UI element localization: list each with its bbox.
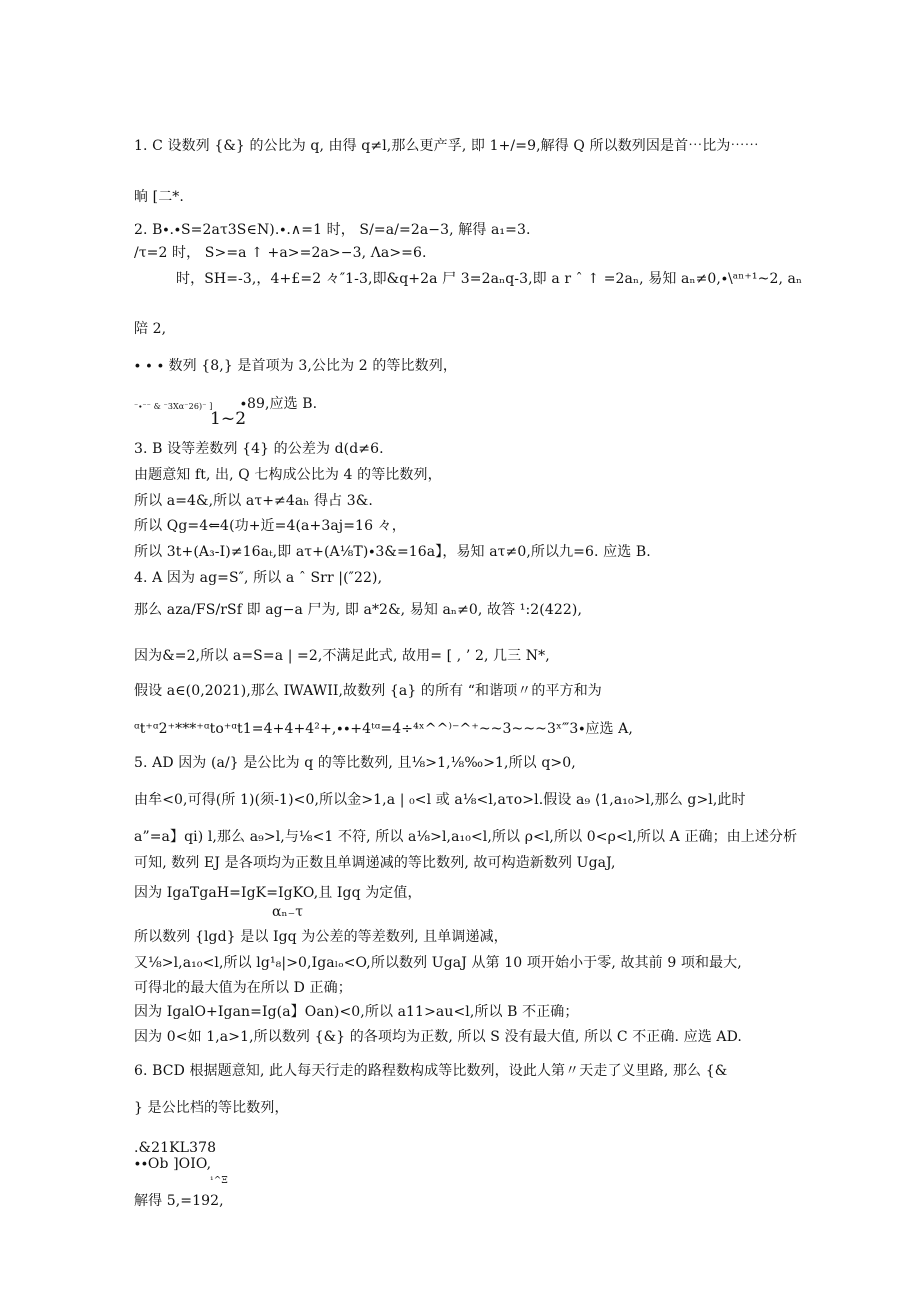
- answer-6-formula-bottom: ¹^Ξ: [210, 1176, 228, 1186]
- answer-6-line-2: } 是公比档的等比数列，: [134, 1100, 289, 1116]
- answer-6-line-3: 解得 5,=192,: [134, 1193, 224, 1209]
- answer-5-line-8: 可得北的最大值为在所以 D 正确；: [134, 980, 352, 996]
- answer-5-line-2: 由牟<0,可得(所 1)(须-1)<0,所以金>1,a | ₀<l 或 a⅛<l,aτo>l.假设 a₉ ⟨1,a₁₀>l,那么 g>l,此时: [134, 792, 746, 808]
- answer-2-line-3: 时，SH=-3,，4+£=2 々″1-3,即&q+2a 尸 3=2aₙq-3,即 a r ˆ ↑ =2aₙ, 易知 aₙ≠0,∙\ᵃⁿ⁺¹~2, aₙ: [176, 271, 802, 287]
- answer-4-line-2: 那么 aza/FS/rSf 即 ag−a 尸为, 即 a*2&, 易知 aₙ≠0, 故答 ¹:2(422),: [134, 602, 582, 618]
- answer-2-formula-small: ⁻∙⁻⁻ & ⁻3Xα⁻26)⁻ ]: [134, 402, 213, 411]
- answer-5-line-10: 因为 0<如 1,a>1,所以数列 {&} 的各项均为正数, 所以 S 没有最大值, 所以 C 不正确. 应选 AD.: [134, 1029, 742, 1045]
- answer-2-line-2: /τ=2 时， S>=a ↑ +a>=2a>−3, Λa>=6.: [134, 245, 427, 261]
- answer-5-line-6: 所以数列 {lgd} 是以 Igq 为公差的等差数列, 且单调递减，: [134, 929, 508, 945]
- answer-6-line-1: 6. BCD 根据题意知, 此人每天行走的路程数构成等比数列，设此人第〃天走了义里路, 那么 {&: [134, 1063, 728, 1079]
- answer-2-line-1: 2. B∙.∙S=2aτ3S∈N).∙.∧=1 时， S/=a/=2a−3, 解得 a₁=3.: [134, 222, 531, 238]
- answer-3-line-1: 3. B 设等差数列 {4} 的公差为 d(d≠6.: [134, 441, 384, 457]
- answer-5-line-3: a”=a】qi) l,那么 a₉>l,与⅛<1 不符, 所以 a⅛>l,a₁₀<l,所以 ρ<l,所以 0<ρ<l,所以 A 正确；由上述分析: [134, 829, 798, 845]
- answer-4-line-4: 假设 a∈(0,2021),那么 IWAWII,故数列 {a} 的所有 “和谐项〃的平方和为: [134, 683, 602, 699]
- answer-5-subscript: αₙ₋τ: [272, 904, 304, 920]
- answer-2-line-5: ∙ ∙ ∙ 数列 {8,} 是首项为 3,公比为 2 的等比数列，: [134, 358, 457, 374]
- answer-3-line-4: 所以 Qg=4⇐4(功+近=4(a+3aj=16 々，: [134, 518, 406, 534]
- answer-5-line-5: 因为 IgaTgaH=IgK=IgKO,且 Igq 为定值，: [134, 885, 422, 901]
- answer-3-line-2: 由题意知 ft, 出, Q 七构成公比为 4 的等比数列，: [134, 467, 442, 483]
- answer-2-line-6: ∙89,应选 B.: [240, 396, 318, 412]
- answer-5-line-1: 5. AD 因为 (a/} 是公比为 q 的等比数列, 且⅛>1,⅛‰>1,所以 q>0,: [134, 755, 576, 771]
- answer-3-line-5: 所以 3t+(A₃-I)≠16aₜ,即 aτ+(A⅛T)∙3&=16a】，易知 aτ≠0,所以九=6. 应选 B.: [134, 544, 651, 560]
- answer-5-line-4: 可知, 数列 EJ 是各项均为正数且单调递减的等比数列, 故可构造新数列 UgaJ,: [134, 855, 616, 871]
- answer-4-line-1: 4. A 因为 ag=S″, 所以 a ˆ Srr |(″22),: [134, 570, 383, 586]
- answer-6-formula-top: .&21KL378: [134, 1140, 217, 1156]
- answer-2-line-4: 陪 2,: [134, 321, 167, 337]
- answer-5-line-9: 因为 IgalO+Igan=Ig(a】Oan)<0,所以 a11>au<l,所以 B 不正确；: [134, 1004, 579, 1020]
- answer-1-line-1: 1. C 设数列 {&} 的公比为 q, 由得 q≠l,那么更产孚, 即 1+/=9,解得 Q 所以数列因是首⋯比为⋯⋯: [134, 138, 759, 154]
- answer-4-line-3: 因为&=2,所以 a=S=a | =2,不满足此式, 故用= [ , ’ 2, 几三 N*,: [134, 648, 550, 664]
- answer-1-line-2: 晌 [二*.: [134, 189, 184, 205]
- answer-6-formula-mid: ∙∙Ob ]OIO,: [134, 1156, 212, 1172]
- answer-5-line-7: 又⅛>l,a₁₀<l,所以 lg¹₈|>0,Igaₗₒ<O,所以数列 UgaJ 从第 10 项开始小于零, 故其前 9 项和最大,: [134, 955, 742, 971]
- answer-4-line-5: ᵅt⁺ᵅ2⁺***⁺ᵅto⁺ᵅt1=4+4+4²+,∙∙+4ᵗᵅ=4÷⁴ˣ^^⁾⁻^⁺~~3~~~3ˣ‴3∙应选 A,: [134, 721, 633, 737]
- answer-2-formula-denominator: 1~2: [210, 410, 247, 428]
- answer-3-line-3: 所以 a=4&,所以 aτ+≠4aₕ 得占 3&.: [134, 493, 373, 509]
